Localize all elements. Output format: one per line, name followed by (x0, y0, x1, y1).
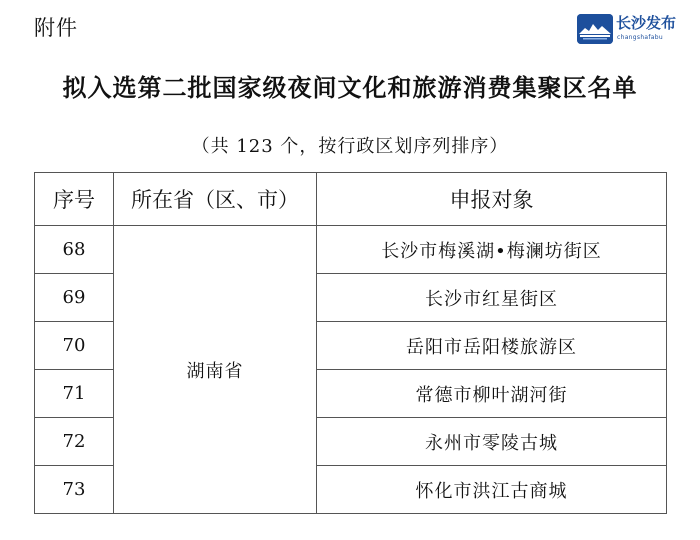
row-number: 70 (35, 322, 114, 370)
logo-subtext: changshafabu (617, 34, 663, 41)
document-subtitle: （共 123 个，按行政区划序列排序） (191, 136, 509, 157)
row-target: 永州市零陵古城 (317, 418, 667, 466)
row-target: 怀化市洪江古商城 (317, 466, 667, 514)
attachment-label: 附件 (34, 16, 78, 40)
row-target: 岳阳市岳阳楼旅游区 (317, 322, 667, 370)
column-header-number: 序号 (35, 173, 114, 226)
row-number: 72 (35, 418, 114, 466)
row-number: 71 (35, 370, 114, 418)
candidate-list-table (34, 172, 667, 514)
row-target: 常德市柳叶湖河街 (317, 370, 667, 418)
row-number: 69 (35, 274, 114, 322)
logo-name: 长沙发布 (616, 14, 677, 32)
row-target: 长沙市红星街区 (317, 274, 667, 322)
province-cell: 湖南省 (114, 226, 317, 514)
row-target: 长沙市梅溪湖•梅澜坊街区 (317, 226, 667, 274)
document-title: 拟入选第二批国家级夜间文化和旅游消费集聚区名单 (62, 74, 638, 102)
row-number: 73 (35, 466, 114, 514)
row-number: 68 (35, 226, 114, 274)
changsha-fabu-logo (577, 12, 681, 48)
city-skyline-icon (577, 14, 613, 44)
column-header-province: 所在省（区、市） (114, 173, 317, 226)
column-header-target: 申报对象 (317, 173, 667, 226)
table-header-row (35, 173, 667, 226)
table-row (35, 226, 667, 274)
